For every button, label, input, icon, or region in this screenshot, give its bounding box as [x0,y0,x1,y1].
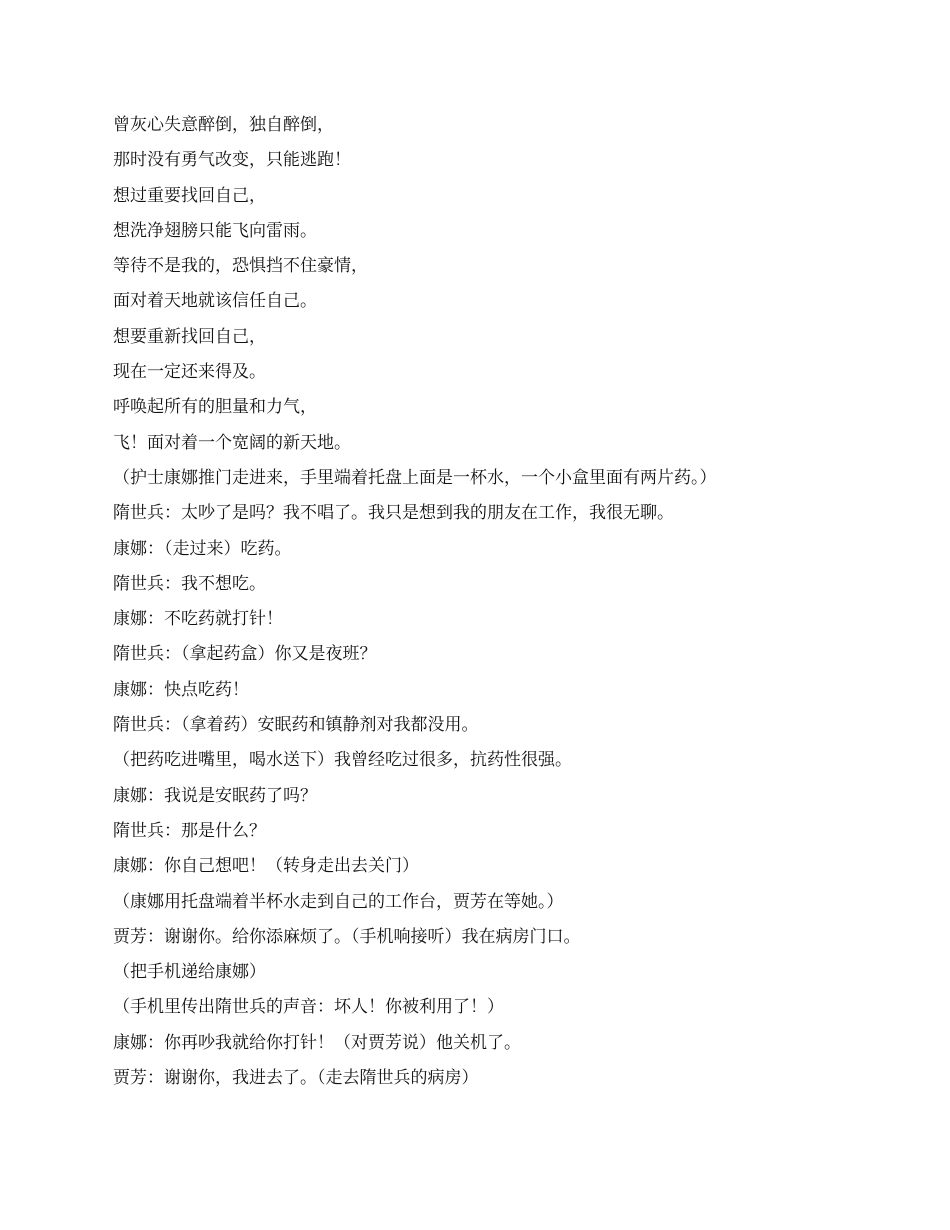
text-line: 想洗净翅膀只能飞向雷雨。 [113,220,317,241]
text-line: 隋世兵：那是什么？ [113,820,266,841]
text-line: （手机里传出隋世兵的声音：坏人！你被利用了！） [113,997,504,1018]
text-line: 隋世兵：太吵了是吗？我不唱了。我只是想到我的朋友在工作，我很无聊。 [113,503,674,524]
text-line: 隋世兵：我不想吃。 [113,573,266,594]
text-line: 曾灰心失意醉倒，独自醉倒， [113,115,334,135]
text-line: 想过重要找回自己， [113,185,266,206]
text-line: 康娜：不吃药就打针！ [113,609,283,630]
text-line: 贾芳：谢谢你，我进去了。（走去隋世兵的病房） [113,1068,479,1089]
text-line: 康娜：你再吵我就给你打针！（对贾芳说）他关机了。 [113,1032,521,1053]
text-line: 面对着天地就该信任自己。 [113,291,317,312]
text-line: 呼唤起所有的胆量和力气， [113,397,317,418]
text-line: （康娜用托盘端着半杯水走到自己的工作台，贾芳在等她。） [113,891,564,912]
text-line: 现在一定还来得及。 [113,362,266,383]
text-line: 康娜：你自己想吧！（转身走出去关门） [113,856,419,877]
text-line: 那时没有勇气改变，只能逃跑！ [113,150,351,171]
text-line: 飞！面对着一个宽阔的新天地。 [113,432,351,453]
script-text-body [113,108,913,1096]
text-line: （把手机递给康娜） [113,962,266,983]
text-line: （护士康娜推门走进来，手里端着托盘上面是一杯水，一个小盒里面有两片药。） [113,467,717,488]
text-line: 隋世兵：（拿起药盒）你又是夜班？ [113,644,377,665]
text-line: 贾芳：谢谢你。给你添麻烦了。（手机响接听）我在病房门口。 [113,926,581,947]
text-line: 康娜：我说是安眠药了吗？ [113,785,317,806]
text-line: 等待不是我的，恐惧挡不住豪情， [113,256,368,277]
text-line: 康娜：（走过来）吃药。 [113,538,292,559]
text-line: 隋世兵：（拿着药）安眠药和镇静剂对我都没用。 [113,715,479,736]
text-line: 想要重新找回自己， [113,326,266,347]
text-line: 康娜：快点吃药！ [113,679,249,700]
text-line: （把药吃进嘴里，喝水送下）我曾经吃过很多，抗药性很强。 [113,750,572,771]
